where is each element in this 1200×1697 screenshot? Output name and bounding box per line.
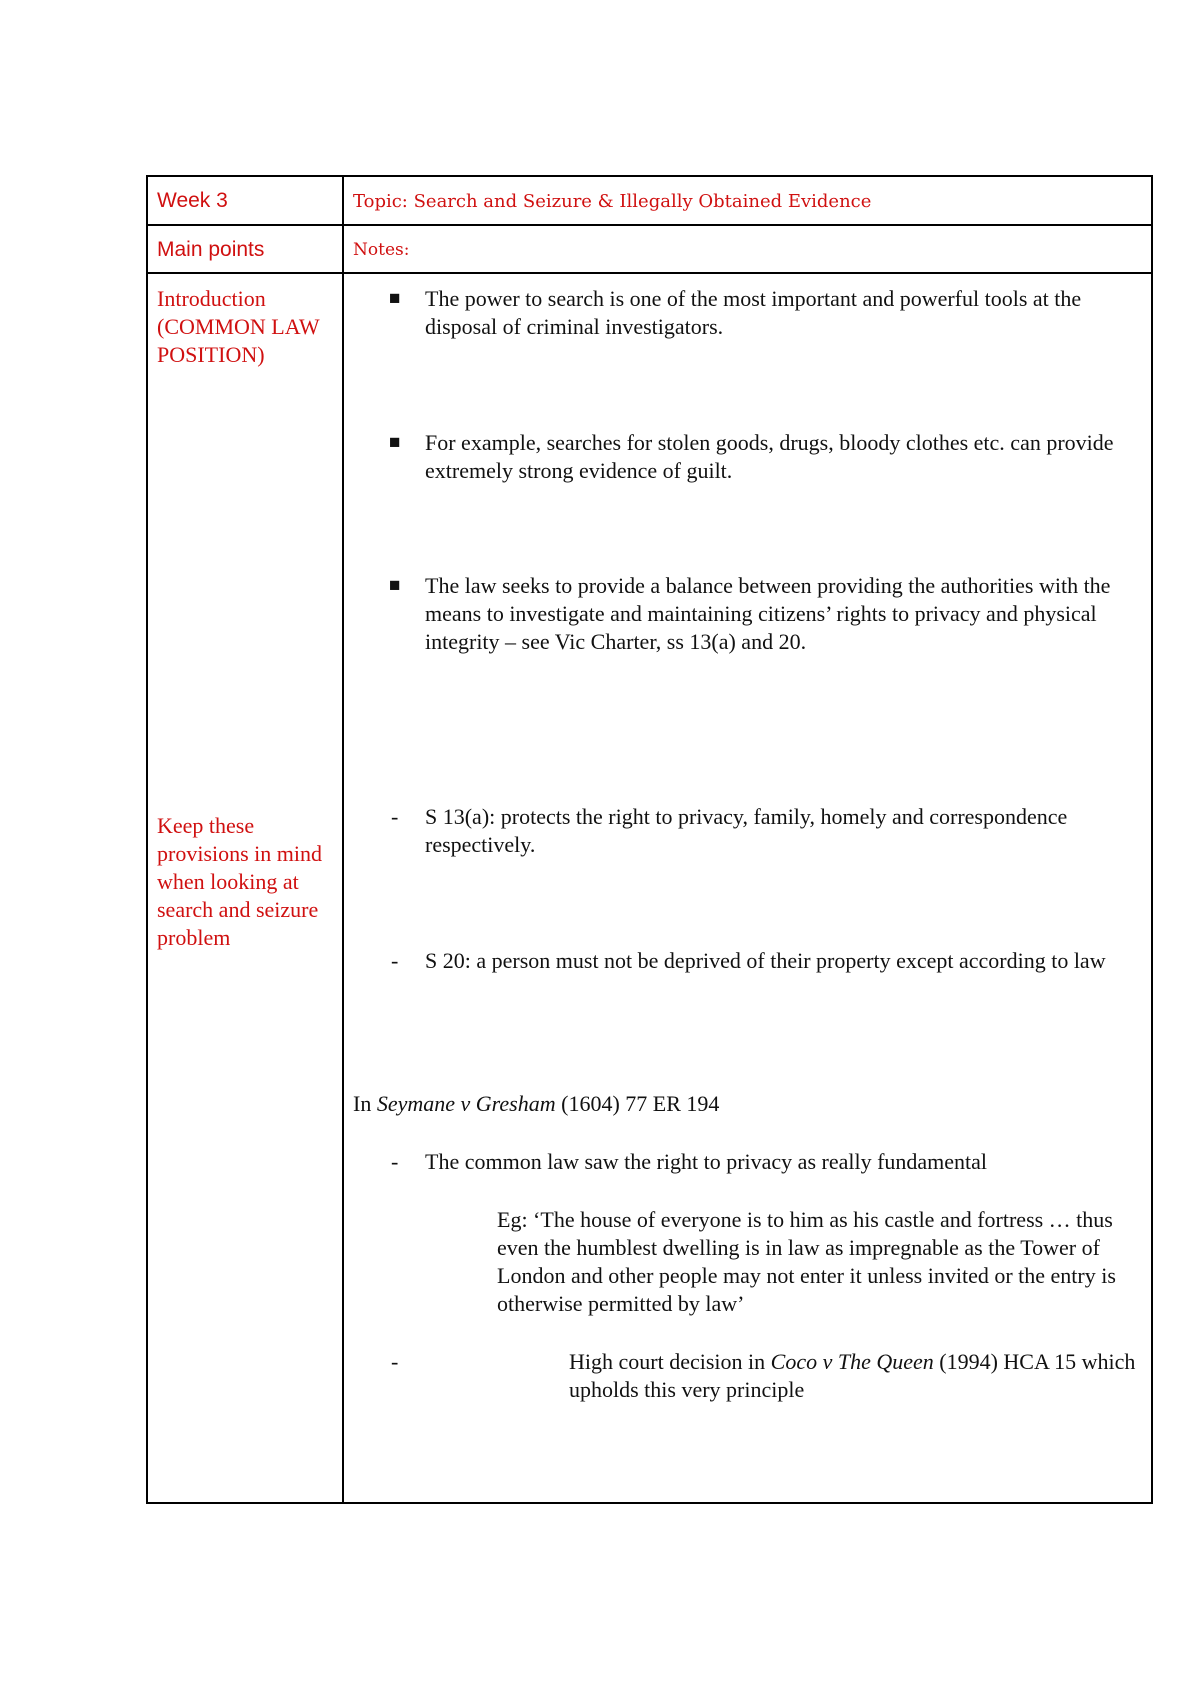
sub-point-case-name: Coco v The Queen: [770, 1349, 934, 1374]
dash-text: The common law saw the right to privacy as really fundamental: [425, 1149, 988, 1174]
subheader-row: [148, 226, 1151, 274]
quote-block: Eg: ‘The house of everyone is to him as his castle and fortress … thus even the humblest dwelling is in law as impregnable as the Tower of London and other people may not enter it unless invited or the entry is otherwise permitted by law’: [497, 1207, 1116, 1316]
column-divider: [342, 177, 344, 1502]
bullet-square-icon: ■: [389, 432, 401, 453]
notes-heading: Notes:: [353, 240, 410, 260]
main-points-heading: Main points: [157, 238, 265, 261]
bullet-text: The power to search is one of the most important and powerful tools at the disposal of criminal investigators.: [425, 286, 1082, 339]
case-name: Seymane v Gresham: [376, 1091, 556, 1116]
dash-icon: -: [391, 1349, 399, 1374]
notes-table: [146, 175, 1153, 1504]
bullet-square-icon: ■: [389, 288, 401, 309]
case-intro-prefix: In: [353, 1091, 377, 1116]
topic-title: Topic: Search and Seizure & Illegally Obtained Evidence: [353, 191, 872, 212]
dash-text: S 13(a): protects the right to privacy, family, homely and correspondence respectively.: [425, 804, 1068, 857]
dash-icon: -: [391, 804, 399, 829]
bullet-text: For example, searches for stolen goods, drugs, bloody clothes etc. can provide extremely strong evidence of guilt.: [425, 430, 1114, 483]
keep-provisions-note: Keep these provisions in mind when looking at search and seizure problem: [157, 813, 323, 950]
sub-dash-text: [569, 1348, 1139, 1404]
sub-point-suffix: (1994) HCA 15 which upholds this very principle: [569, 1349, 1136, 1402]
week-label: Week 3: [157, 189, 228, 212]
sub-point-prefix: High court decision in: [569, 1349, 771, 1374]
case-citation: (1604) 77 ER 194: [555, 1091, 720, 1116]
bullet-square-icon: ■: [389, 575, 401, 596]
dash-icon: -: [391, 1149, 399, 1174]
dash-icon: -: [391, 948, 399, 973]
bullet-text: The law seeks to provide a balance between providing the authorities with the means to investigate and maintaining citizens’ rights to privacy and physical integrity – see Vic Charter, ss 13(a) and 20.: [425, 573, 1111, 654]
dash-text: S 20: a person must not be deprived of their property except according to law: [425, 948, 1106, 973]
introduction-heading: Introduction (COMMON LAW POSITION): [157, 286, 320, 367]
case-intro: [353, 1090, 1143, 1118]
